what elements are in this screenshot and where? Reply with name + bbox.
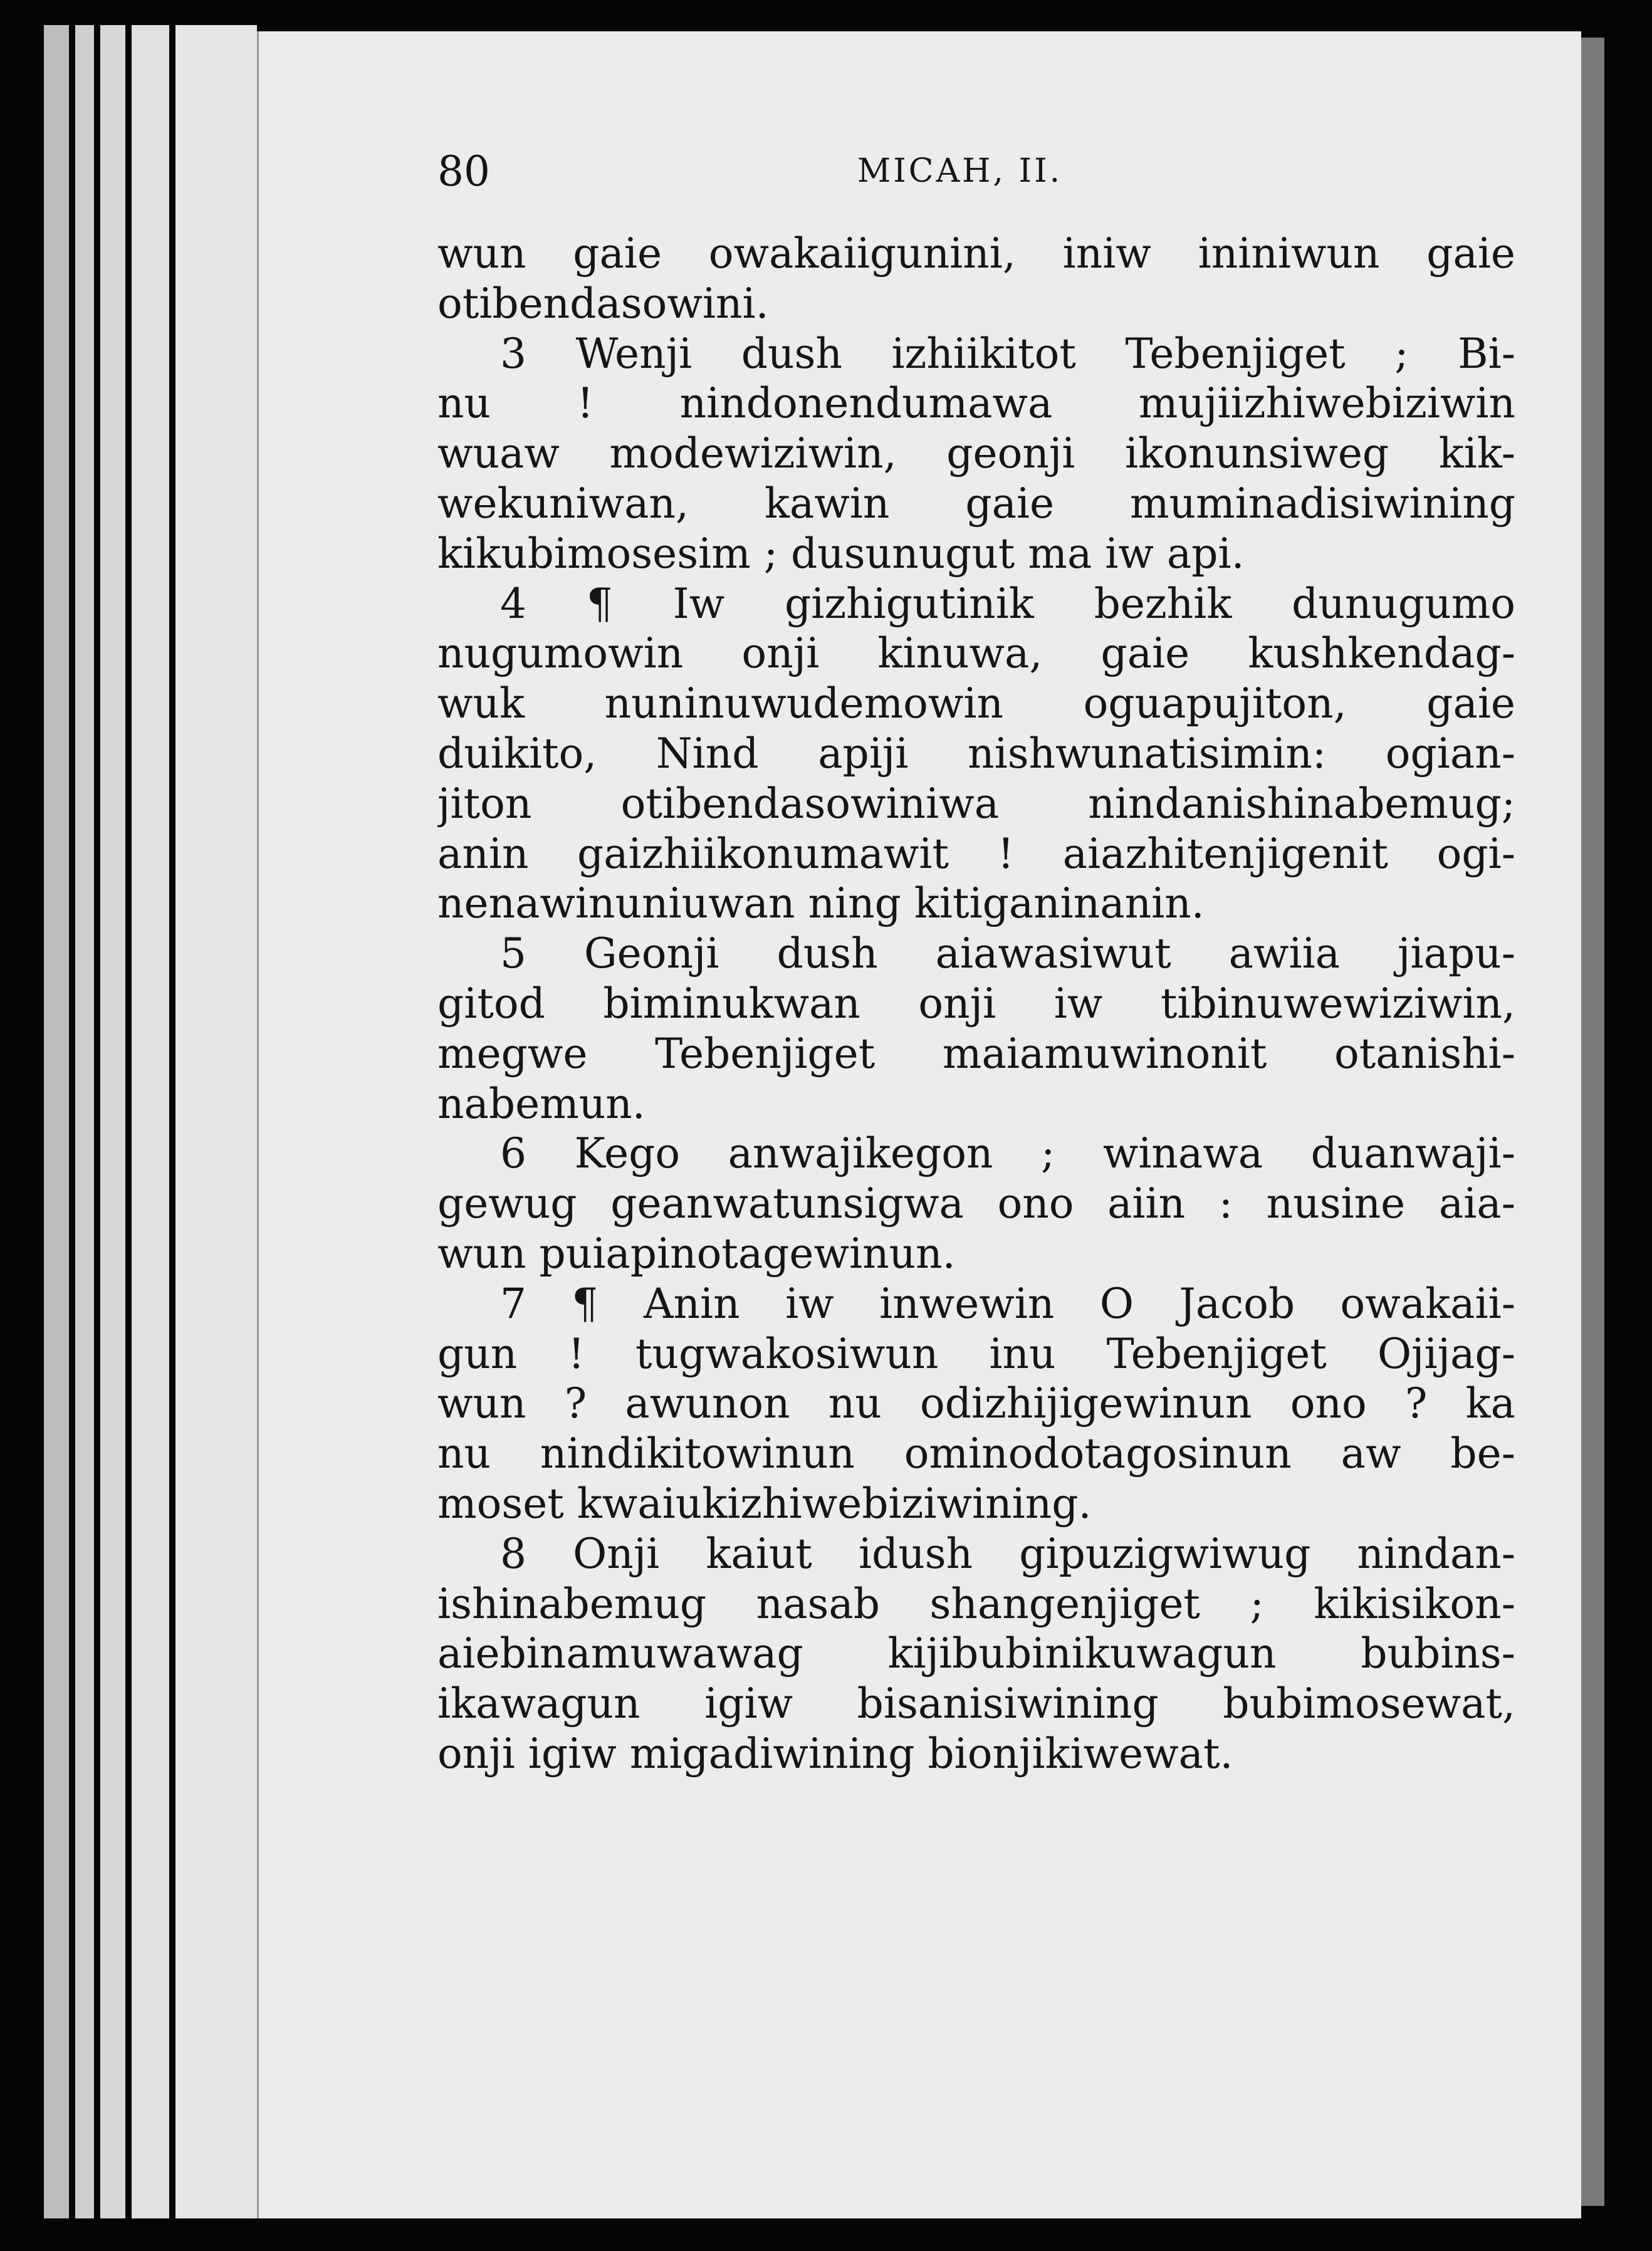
- text-line: ikawagun igiw bisanisiwining bubimosewat,: [437, 1679, 1515, 1728]
- verse-6-start: 6 Kego anwajikegon ; winawa duanwaji-: [500, 1129, 1515, 1178]
- text-line: anin gaizhiikonumawit ! aiazhitenjigenit ogi-: [437, 829, 1515, 878]
- text-line: kikubimosesim ; dusunugut ma iw api.: [437, 529, 1245, 578]
- verse-8-start: 8 Onji kaiut idush gipuzigwiwug nindan-: [500, 1529, 1515, 1578]
- book-binding-strip: [1579, 38, 1604, 2206]
- text-line: wun gaie owakaiigunini, iniw ininiwun gaie: [437, 229, 1515, 278]
- text-line: nugumowin onji kinuwa, gaie kushkendag-: [437, 629, 1515, 678]
- text-line: onji igiw migadiwining bionjikiwewat.: [437, 1729, 1233, 1778]
- page-edge: [132, 25, 169, 2218]
- page-edge: [75, 25, 94, 2218]
- text-line: wekuniwan, kawin gaie muminadisiwining: [437, 479, 1515, 528]
- page-number: 80: [437, 147, 490, 196]
- text-line: wuaw modewiziwin, geonji ikonunsiweg kik-: [437, 429, 1515, 478]
- body-text: [437, 229, 1515, 1779]
- text-line: ishinabemug nasab shangenjiget ; kikisikon-: [437, 1579, 1515, 1628]
- text-line: gun ! tugwakosiwun inu Tebenjiget Ojijag-: [437, 1329, 1515, 1378]
- text-line: wun ? awunon nu odizhijigewinun ono ? ka: [437, 1379, 1515, 1428]
- verse-7-start: 7 ¶ Anin iw inwewin O Jacob owakaii-: [500, 1279, 1515, 1328]
- text-line: nabemun.: [437, 1079, 646, 1128]
- text-line: nu nindikitowinun ominodotagosinun aw be-: [437, 1429, 1515, 1478]
- text-line: gewug geanwatunsigwa ono aiin : nusine aia-: [437, 1179, 1515, 1228]
- text-line: wun puiapinotagewinun.: [437, 1229, 956, 1278]
- running-head: MICAH, II.: [857, 152, 1063, 190]
- text-line: moset kwaiukizhiwebiziwining.: [437, 1479, 1092, 1528]
- text-line: wuk nuninuwudemowin oguapujiton, gaie: [437, 679, 1515, 728]
- text-line: jiton otibendasowiniwa nindanishinabemug;: [437, 779, 1515, 828]
- page-edge: [100, 25, 125, 2218]
- text-line: nenawinuniuwan ning kitiganinanin.: [437, 879, 1205, 928]
- page-header: [437, 147, 1390, 216]
- text-line: megwe Tebenjiget maiamuwinonit otanishi-: [437, 1029, 1515, 1078]
- verse-5-start: 5 Geonji dush aiawasiwut awiia jiapu-: [500, 929, 1515, 978]
- page-edge: [44, 25, 69, 2218]
- page-edge: [175, 25, 257, 2218]
- text-line: otibendasowini.: [437, 279, 769, 328]
- text-line: aiebinamuwawag kijibubinikuwagun bubins-: [437, 1629, 1515, 1678]
- text-line: gitod biminukwan onji iw tibinuwewiziwin,: [437, 979, 1515, 1028]
- text-line: duikito, Nind apiji nishwunatisimin: ogian-: [437, 729, 1515, 778]
- text-line: nu ! nindonendumawa mujiizhiwebiziwin: [437, 379, 1515, 428]
- verse-4-start: 4 ¶ Iw gizhigutinik bezhik dunugumo: [500, 579, 1515, 628]
- verse-3-start: 3 Wenji dush izhiikitot Tebenjiget ; Bi-: [500, 329, 1515, 378]
- book-page: [257, 31, 1581, 2218]
